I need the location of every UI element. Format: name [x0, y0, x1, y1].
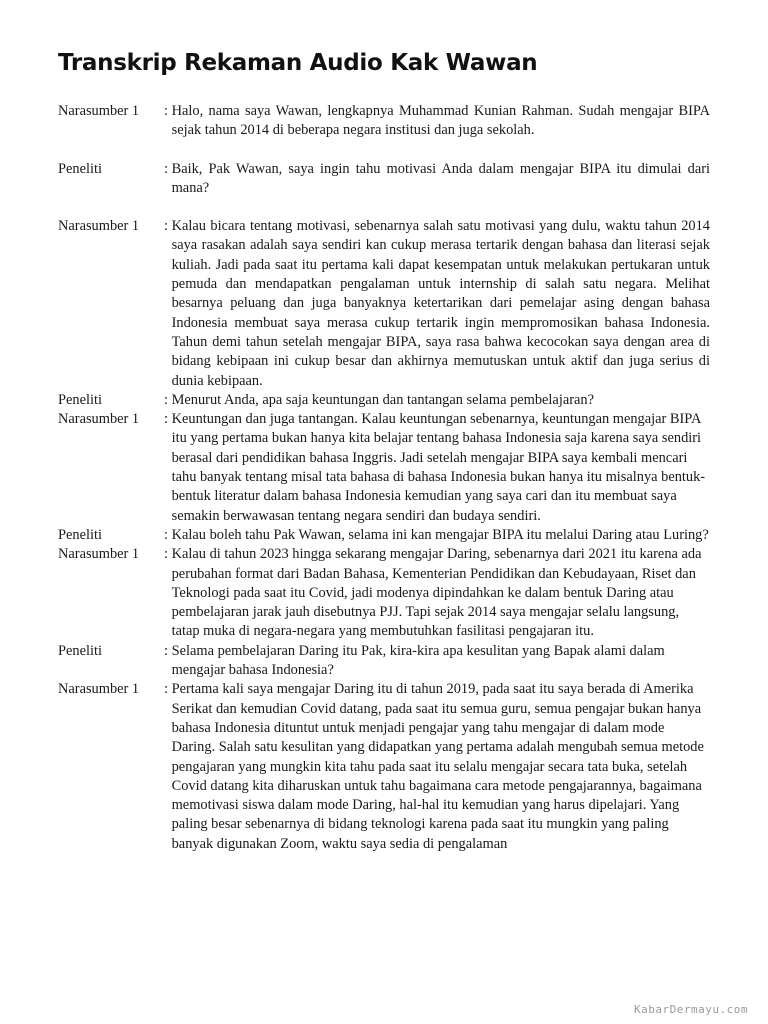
- speaker-label: Narasumber 1: [58, 681, 140, 698]
- speaker-label: Peneliti: [58, 642, 102, 659]
- speech-colon: :: [164, 103, 172, 119]
- speech: [164, 410, 710, 526]
- speaker-label: Narasumber 1: [58, 546, 140, 563]
- transcript-entry: [58, 680, 710, 854]
- speech: [164, 545, 710, 641]
- speaker-label: Peneliti: [58, 160, 102, 177]
- transcript-entry: [58, 642, 710, 681]
- speech-colon: :: [164, 160, 172, 177]
- speech: [164, 391, 710, 410]
- transcript-entry: [58, 410, 710, 526]
- speech: [164, 526, 710, 545]
- speech-text: Halo, nama saya Wawan, lengkapnya Muhammad Kunian Rahman. Sudah mengajar BIPA sejak tahun 2014 di beberapa negara institusi dan juga sekolah.: [171, 103, 710, 139]
- speech: [164, 680, 710, 854]
- watermark: KabarDermayu.com: [634, 1003, 748, 1016]
- transcript-entry: [58, 217, 710, 391]
- speech: [164, 160, 710, 199]
- speech-text: Pertama kali saya mengajar Daring itu di tahun 2019, pada saat itu saya berada di Amerika Serikat dan kemudian Covid datang, pada saat itu semua guru, semua pengajar bukan hanya bahasa Indonesia dituntut untuk menjadi pengajar yang tahu mengajar di dalam mode Daring. Salah satu kesulitan yang didapatkan yang pertama adalah mengubah semua metode pengajaran yang mungkin kita tahu pada saat itu selalu mengajar secara tata buka, setelah Covid datang kita diharuskan untuk tahu bagaimana cara metode pengajarannya, bagaimana memotivasi siswa dalam mode Daring, hal-hal itu kemudian yang harus dipelajari. Yang paling besar sebenarnya di bidang teknologi karena pada saat itu mungkin yang paling banyak digunakan Zoom, waktu saya sedia di pengalaman: [171, 681, 704, 852]
- speaker-label: Peneliti: [58, 391, 102, 408]
- speaker-label: Peneliti: [58, 526, 102, 543]
- speech: [164, 102, 710, 141]
- speech-colon: :: [164, 526, 172, 543]
- speech-text: Keuntungan dan juga tantangan. Kalau keuntungan sebenarnya, keuntungan mengajar BIPA itu yang pertama bukan hanya kita belajar tentang bahasa Indonesia saja karena saya sendiri berasal dari pendidikan bahasa Inggris. Jadi setelah mengajar BIPA saya kembali mencari tahu banyak tentang misal tata bahasa di bahasa Indonesia bukan hanya itu misalnya bentuk-bentuk literatur dalam bahasa Indonesia kemudian yang saya cari dan itu membuat saya semakin berwawasan tentang negara sendiri dan budaya sendiri.: [171, 411, 706, 524]
- transcript-entry: [58, 102, 710, 141]
- speaker-label: Narasumber 1: [58, 218, 140, 235]
- document-title: Transkrip Rekaman Audio Kak Wawan: [58, 50, 538, 76]
- speaker-label: Narasumber 1: [58, 103, 140, 119]
- transcript-entry: [58, 545, 710, 641]
- speech-text: Kalau boleh tahu Pak Wawan, selama ini kan mengajar BIPA itu melalui Daring atau Luring?: [171, 526, 709, 543]
- speech-text: Baik, Pak Wawan, saya ingin tahu motivasi Anda dalam mengajar BIPA itu dimulai dari mana?: [171, 160, 710, 196]
- speaker-label: Narasumber 1: [58, 411, 140, 428]
- speech: [164, 642, 710, 681]
- speech-colon: :: [164, 546, 172, 563]
- speech-colon: :: [164, 411, 172, 428]
- speech-text: Kalau di tahun 2023 hingga sekarang mengajar Daring, sebenarnya dari 2021 itu karena ada perubahan format dari Badan Bahasa, Kementerian Pendidikan dan Kebudayaan, Riset dan Teknologi pada saat itu Covid, jadi modenya dipindahkan ke dalam bentuk Daring atau pembelajaran jarak jauh disebutnya PJJ. Tapi sejak 2014 saya mengajar selalu langsung, tatap muka di negara-negara yang membutuhkan fasilitasi pengajaran itu.: [171, 546, 702, 640]
- speech-colon: :: [164, 391, 172, 408]
- transcript-entry: [58, 391, 710, 410]
- speech-colon: :: [164, 642, 172, 659]
- speech-text: Menurut Anda, apa saja keuntungan dan tantangan selama pembelajaran?: [171, 391, 594, 408]
- transcript-entry: [58, 160, 710, 199]
- transcript-entry: [58, 526, 710, 545]
- speech-text: Kalau bicara tentang motivasi, sebenarnya salah satu motivasi yang dulu, waktu tahun 2014 saya rasakan adalah saya sendiri kan cukup merasa tertarik dengan bahasa dan literasi sejak kuliah. Jadi pada saat itu pertama kali dapat kesempatan untuk melakukan pertukaran untuk pemuda dan mendapatkan pengalaman untuk internship di salah satu negara. Melihat besarnya peluang dan juga banyaknya ketertarikan dari pemelajar asing dengan bahasa Indonesia membuat saya merasa cukup tertarik ingin mempromosikan bahasa Indonesia. Tahun demi tahun setelah mengajar BIPA, saya rasa bahwa kecocokan saya dengan area di bidang kebipaan ini cukup besar dan akhirnya memutuskan untuk aktif dan juga serius di dunia kebipaan.: [171, 218, 710, 389]
- speech-text: Selama pembelajaran Daring itu Pak, kira-kira apa kesulitan yang Bapak alami dalam mengajar bahasa Indonesia?: [171, 642, 665, 679]
- speech: [164, 217, 710, 391]
- speech-colon: :: [164, 681, 172, 698]
- transcript: [58, 102, 710, 854]
- speech-colon: :: [164, 218, 172, 235]
